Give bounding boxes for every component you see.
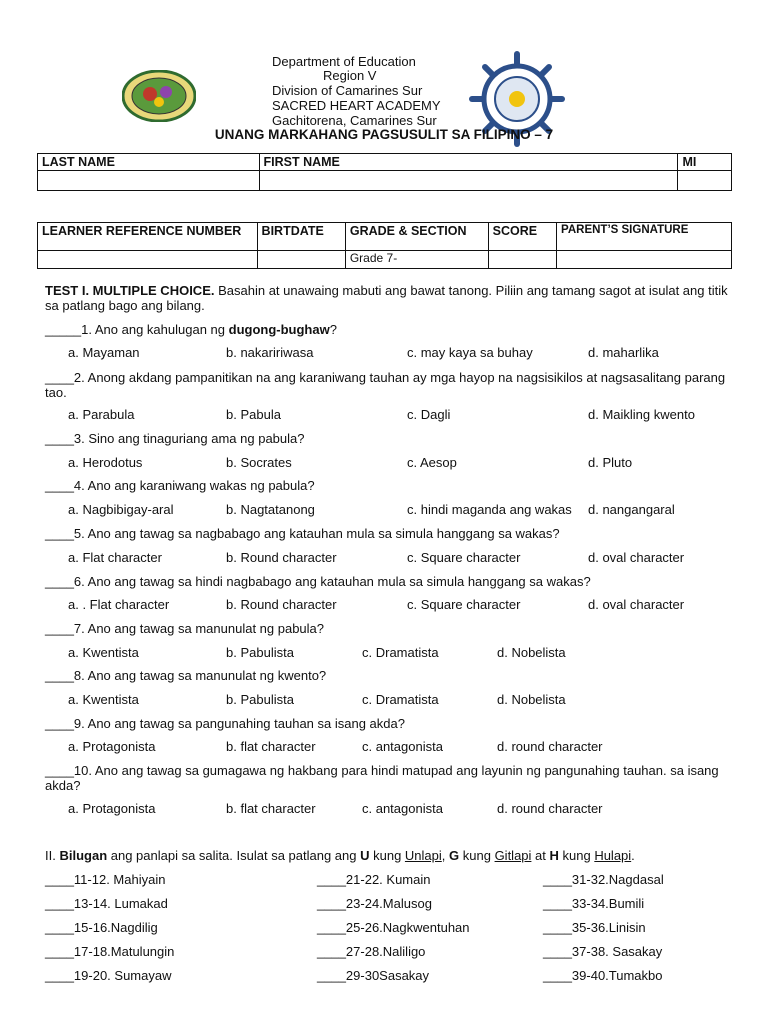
question-10: ____10. Ano ang tawag sa gumagawa ng hakbang para hindi matupad ang layunin ng pangunahing tauhan. sa isang akda? <box>45 763 719 793</box>
q10-option-d: d. round character <box>497 801 603 816</box>
test2-u-letter: U <box>360 848 370 863</box>
q3-option-c: c. Aesop <box>407 455 457 470</box>
question-text: _____1. Ano ang kahulugan ng <box>45 322 229 337</box>
item-11-12: ____11-12. Mahiyain <box>45 872 166 887</box>
first-name-label: FIRST NAME <box>259 154 678 171</box>
header-line-division: Division of Camarines Sur <box>272 83 423 98</box>
header-line-school: SACRED HEART ACADEMY <box>272 98 441 113</box>
test2-kung: kung <box>558 848 595 863</box>
q9-option-d: d. round character <box>497 739 603 754</box>
test2-text: ang panlapi sa salita. Isulat sa patlang ang <box>107 848 361 863</box>
q7-option-c: c. Dramatista <box>362 645 439 660</box>
q5-option-a: a. Flat character <box>68 550 162 565</box>
item-21-22: ____21-22. Kumain <box>317 872 431 887</box>
score-field[interactable] <box>488 251 556 269</box>
test2-unlapi: Unlapi <box>404 848 442 863</box>
item-17-18: ____17-18.Matulungin <box>45 944 175 959</box>
item-25-26: ____25-26.Nagkwentuhan <box>317 920 470 935</box>
name-table <box>37 153 732 191</box>
test2-instructions: II. Bilugan ang panlapi sa salita. Isulat sa patlang ang U kung Unlapi, G kung Gitlapi at H kung Hulapi. <box>45 848 635 863</box>
q5-option-b: b. Round character <box>226 550 337 565</box>
q2-option-a: a. Parabula <box>68 407 135 422</box>
exam-title: UNANG MARKAHANG PAGSUSULIT SA FILIPINO – 7 <box>214 127 554 142</box>
question-7: ____7. Ano ang tawag sa manunulat ng pabula? <box>45 621 325 636</box>
item-13-14: ____13-14. Lumakad <box>45 896 168 911</box>
birthdate-label: BIRTDATE <box>257 223 345 251</box>
q1-option-d: d. maharlika <box>588 345 659 360</box>
lrn-label: LEARNER REFERENCE NUMBER <box>38 223 258 251</box>
q8-option-b: b. Pabulista <box>226 692 294 707</box>
test2-hulapi: Hulapi <box>594 848 632 863</box>
test2-bold-verb: Bilugan <box>59 848 108 863</box>
q4-option-d: d. nangangaral <box>588 502 675 517</box>
test2-g-letter: G <box>449 848 460 863</box>
grade-section-label: GRADE & SECTION <box>345 223 488 251</box>
q7-option-a: a. Kwentista <box>68 645 139 660</box>
item-33-34: ____33-34.Bumili <box>543 896 645 911</box>
test1-instruction-text: Basahin at unawaing mabuti ang bawat tanong. Piliin ang tamang sagot at isulat ang titik sa patlang bago ang bilang. <box>45 283 728 313</box>
grade-section-field[interactable] <box>345 251 488 269</box>
q1-option-a: a. Mayaman <box>68 345 140 360</box>
test1-heading: TEST I. MULTIPLE CHOICE. <box>45 283 215 298</box>
q6-option-d: d. oval character <box>588 597 685 612</box>
item-23-24: ____23-24.Malusog <box>317 896 432 911</box>
item-39-40: ____39-40.Tumakbo <box>543 968 663 983</box>
test1-instructions <box>45 283 735 313</box>
birthdate-boxes[interactable] <box>257 251 345 269</box>
test2-dot: . <box>631 848 635 863</box>
item-27-28: ____27-28.Naliligo <box>317 944 426 959</box>
q2-option-b: b. Pabula <box>226 407 281 422</box>
test2-h-letter: H <box>549 848 559 863</box>
q5-option-d: d. oval character <box>588 550 685 565</box>
question-3: ____3. Sino ang tinaguriang ama ng pabula? <box>45 431 305 446</box>
header-line-department: Department of Education <box>272 54 416 69</box>
test2-kung: kung <box>369 848 405 863</box>
score-label: SCORE <box>488 223 556 251</box>
question-2: ____2. Anong akdang pampanitikan na ang karaniwang tauhan ay mga hayop na nagsisikilos at nagsasalitang parang tao. <box>45 370 726 400</box>
question-6: ____6. Ano ang tawag sa hindi nagbabago ang katauhan mula sa simula hanggang sa wakas? <box>45 574 591 589</box>
q5-option-c: c. Square character <box>407 550 521 565</box>
header-line-address: Gachitorena, Camarines Sur <box>272 113 437 128</box>
q10-option-b: b. flat character <box>226 801 316 816</box>
q10-option-c: c. antagonista <box>362 801 443 816</box>
test2-gitlapi: Gitlapi <box>494 848 532 863</box>
question-4: ____4. Ano ang karaniwang wakas ng pabula? <box>45 478 315 493</box>
q4-option-b: b. Nagtatanong <box>226 502 315 517</box>
q9-option-c: c. antagonista <box>362 739 443 754</box>
q3-option-b: b. Socrates <box>226 455 292 470</box>
header-line-region: Region V <box>323 68 377 83</box>
q3-option-d: d. Pluto <box>588 455 633 470</box>
deped-seal-logo <box>122 70 196 122</box>
parent-signature-field[interactable] <box>557 251 732 269</box>
q6-option-a: a. . Flat character <box>68 597 170 612</box>
q7-option-d: d. Nobelista <box>497 645 566 660</box>
question-1 <box>45 322 735 337</box>
q8-option-d: d. Nobelista <box>497 692 566 707</box>
item-37-38: ____37-38. Sasakay <box>543 944 663 959</box>
q8-option-a: a. Kwentista <box>68 692 139 707</box>
test2-at: at <box>531 848 550 863</box>
last-name-boxes[interactable] <box>38 171 260 191</box>
q4-option-a: a. Nagbibigay-aral <box>68 502 174 517</box>
q2-option-d: d. Maikling kwento <box>588 407 695 422</box>
q8-option-c: c. Dramatista <box>362 692 439 707</box>
q1-option-c: c. may kaya sa buhay <box>407 345 533 360</box>
question-9: ____9. Ano ang tawag sa pangunahing tauhan sa isang akda? <box>45 716 405 731</box>
question-8: ____8. Ano ang tawag sa manunulat ng kwento? <box>45 668 327 683</box>
q1-option-b: b. nakaririwasa <box>226 345 314 360</box>
item-35-36: ____35-36.Linisin <box>543 920 646 935</box>
question-text-end: ? <box>329 322 337 337</box>
question-5: ____5. Ano ang tawag sa nagbabago ang katauhan mula sa simula hanggang sa wakas? <box>45 526 560 541</box>
q6-option-c: c. Square character <box>407 597 521 612</box>
grade-value: Grade 7- <box>349 251 398 265</box>
item-19-20: ____19-20. Sumayaw <box>45 968 172 983</box>
q2-option-c: c. Dagli <box>407 407 451 422</box>
test2-kung: kung <box>459 848 495 863</box>
q9-option-b: b. flat character <box>226 739 316 754</box>
parent-signature-label: PARENT’S SIGNATURE <box>557 223 732 251</box>
first-name-boxes[interactable] <box>259 171 678 191</box>
test2-roman: II. <box>45 848 56 863</box>
q10-option-a: a. Protagonista <box>68 801 156 816</box>
question-bold-term: dugong-bughaw <box>228 322 330 337</box>
info-table <box>37 222 732 269</box>
mi-boxes[interactable] <box>678 171 732 191</box>
item-15-16: ____15-16.Nagdilig <box>45 920 158 935</box>
last-name-label: LAST NAME <box>38 154 260 171</box>
lrn-boxes[interactable] <box>38 251 258 269</box>
item-31-32: ____31-32.Nagdasal <box>543 872 664 887</box>
q9-option-a: a. Protagonista <box>68 739 156 754</box>
mi-label: MI <box>678 154 732 171</box>
q3-option-a: a. Herodotus <box>68 455 143 470</box>
q7-option-b: b. Pabulista <box>226 645 294 660</box>
q6-option-b: b. Round character <box>226 597 337 612</box>
item-29-30: ____29-30Sasakay <box>317 968 430 983</box>
q4-option-c: c. hindi maganda ang wakas <box>407 502 572 517</box>
